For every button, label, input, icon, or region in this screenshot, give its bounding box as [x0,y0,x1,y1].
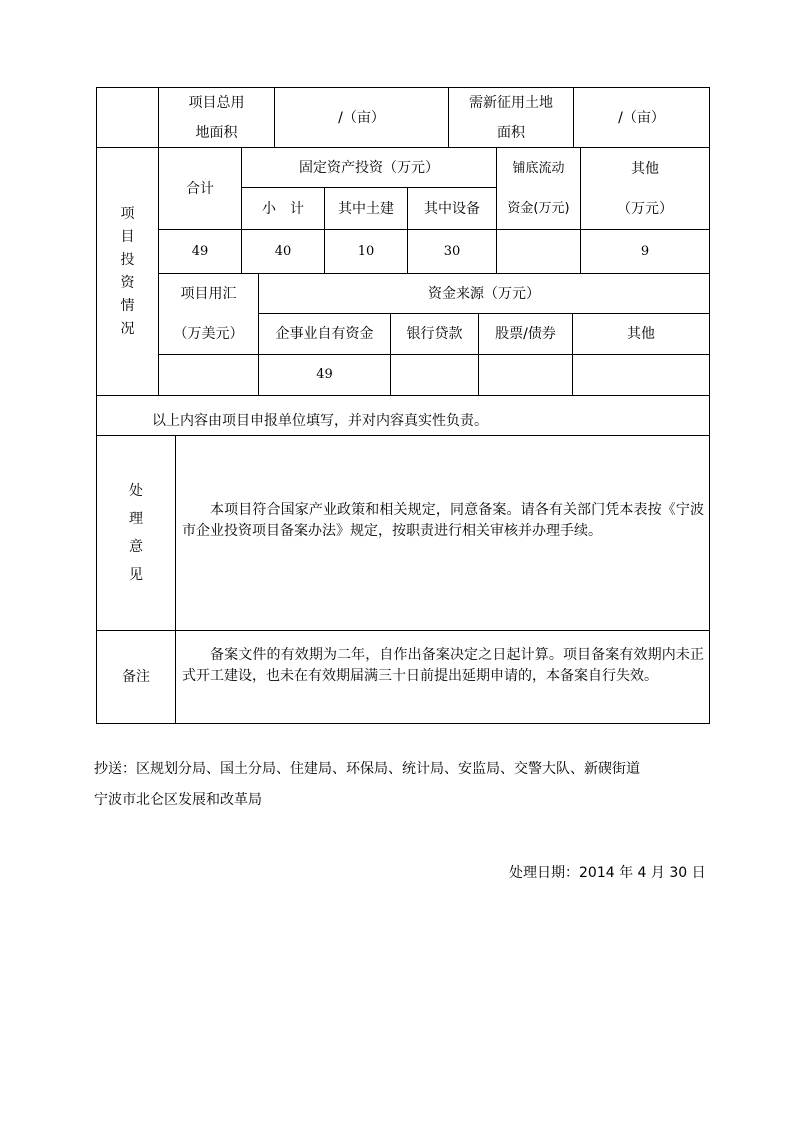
remarks-text: 备案文件的有效期为二年，自作出备案决定之日起计算。项目备案有效期内未正式开工建设，也未在有效期届满三十日前提出延期申请的，本备案自行失效。 [182,647,704,684]
total-investment-label: 合计 [186,180,214,197]
new-land-area-label: 需新征用土地 面积 [469,94,553,141]
opinion-label: 处 理 意 见 [129,483,143,583]
processing-date: 处理日期：2014 年 4 月 30 日 [509,865,706,881]
bank-loan-label: 银行贷款 [406,326,463,342]
other-investment-value: 9 [640,243,650,259]
equipment-label: 其中设备 [424,200,480,217]
new-land-area-value: /（亩） [618,109,665,126]
equipment-value: 30 [443,243,461,259]
civil-label: 其中土建 [338,200,394,217]
total-land-area-value: /（亩） [338,109,385,126]
other-investment-label: 其他 （万元） [617,160,673,217]
issuer-name: 宁波市北仑区发展和改革局 [94,792,262,808]
total-investment-value: 49 [191,243,209,259]
opinion-text: 本项目符合国家产业政策和相关规定，同意备案。请各有关部门凭本表按《宁波市企业投资项目备案办法》规定，按职责进行相关审核并办理手续。 [182,502,704,539]
investment-section-label: 项 目 投 资 情 况 [120,205,135,337]
bank-loan-value [391,355,478,395]
declaration-text: 以上内容由项目申报单位填写，并对内容真实性负责。 [152,413,488,429]
funding-source-header: 资金来源（万元） [428,285,540,302]
stock-bond-label: 股票/债券 [495,326,556,342]
total-land-area-label: 项目总用 地面积 [188,94,245,141]
working-capital-label: 铺底流动 资金(万元) [507,160,570,216]
source-other-value [573,355,709,395]
own-funds-value: 49 [316,367,333,382]
forex-label: 项目用汇 （万美元） [173,286,244,342]
stock-bond-value [479,355,572,395]
remarks-label: 备注 [122,669,150,685]
subtotal-value: 40 [274,243,292,259]
subtotal-label: 小 计 [262,200,304,217]
civil-value: 10 [357,243,375,259]
forex-value [159,355,258,395]
own-funds-label: 企事业自有资金 [275,326,374,342]
fixed-asset-header: 固定资产投资（万元） [299,159,439,176]
source-other-label: 其他 [627,326,655,342]
cc-list: 抄送：区规划分局、国土分局、住建局、环保局、统计局、安监局、交警大队、新碶街道 [94,761,640,777]
working-capital-value [497,230,580,273]
